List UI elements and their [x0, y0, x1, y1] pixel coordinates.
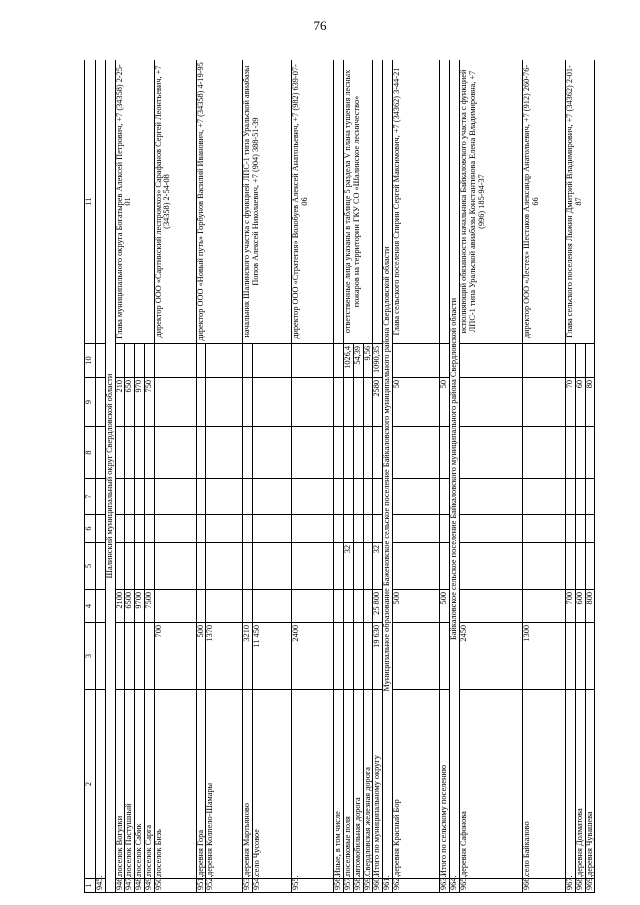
value-cell	[253, 378, 292, 427]
locality-cell: деревня Сафонова	[459, 690, 522, 879]
value-cell	[243, 543, 253, 590]
value-cell: 50	[440, 378, 450, 427]
value-cell: 2450	[459, 623, 522, 690]
table-row	[373, 60, 383, 893]
value-cell: 970	[135, 378, 145, 427]
value-cell	[334, 427, 344, 479]
value-cell	[253, 590, 292, 623]
value-cell: 19 630	[373, 623, 383, 690]
table-row	[440, 60, 450, 893]
locality-cell: деревня Чувашева	[585, 690, 595, 879]
value-cell	[196, 515, 206, 543]
value-cell	[154, 515, 196, 543]
value-cell	[144, 543, 154, 590]
locality-cell: деревня Гора	[196, 690, 206, 879]
value-cell	[440, 427, 450, 479]
locality-cell: деревня Долматова	[575, 690, 585, 879]
row-number-cell: 962.	[393, 879, 440, 893]
row-number-cell: 968.	[575, 879, 585, 893]
value-cell	[575, 515, 585, 543]
header-cell: 3	[85, 623, 96, 690]
value-cell	[154, 590, 196, 623]
row-number-cell: 961.	[383, 879, 393, 893]
value-cell	[334, 378, 344, 427]
value-cell	[363, 479, 373, 515]
value-cell: 1370	[206, 623, 243, 690]
value-cell	[154, 479, 196, 515]
value-cell	[440, 344, 450, 378]
value-cell	[292, 344, 334, 378]
contact-cell: директор ООО «Сартинский леспромхоз» Сарафанов Сергей Леонтьевич, +7 (34358) 2-54-08	[154, 60, 196, 344]
value-cell: 32	[344, 543, 354, 590]
table-row	[115, 60, 125, 893]
value-cell	[206, 427, 243, 479]
value-cell	[115, 344, 125, 378]
value-cell	[125, 623, 135, 690]
value-cell	[292, 479, 334, 515]
value-cell	[440, 479, 450, 515]
header-cell: 10	[85, 344, 96, 378]
value-cell: 1300	[522, 623, 565, 690]
value-cell	[565, 427, 575, 479]
locality-cell: поселок Вогулки	[115, 690, 125, 879]
table-body	[96, 60, 595, 893]
value-cell	[144, 479, 154, 515]
value-cell	[522, 515, 565, 543]
value-cell	[565, 515, 575, 543]
locality-cell: село Чусовое	[253, 690, 292, 879]
value-cell	[135, 479, 145, 515]
table-row	[196, 60, 206, 893]
value-cell	[196, 479, 206, 515]
value-cell	[206, 378, 243, 427]
value-cell: 600	[575, 590, 585, 623]
value-cell: 700	[154, 623, 196, 690]
header-cell: 6	[85, 515, 96, 543]
row-number-cell: 965.	[459, 879, 522, 893]
value-cell	[125, 344, 135, 378]
value-cell	[459, 427, 522, 479]
value-cell	[353, 378, 363, 427]
value-cell	[393, 623, 440, 690]
locality-cell	[565, 690, 575, 879]
row-number-cell: 963.	[440, 879, 450, 893]
row-number-cell: 955.	[292, 879, 334, 893]
value-cell	[522, 427, 565, 479]
row-number-cell: 951.	[196, 879, 206, 893]
value-cell	[96, 623, 106, 690]
value-cell	[334, 515, 344, 543]
value-cell	[115, 623, 125, 690]
value-cell: 750	[144, 378, 154, 427]
value-cell	[363, 427, 373, 479]
value-cell	[373, 479, 383, 515]
value-cell	[292, 378, 334, 427]
value-cell	[115, 427, 125, 479]
contact-cell: Глава сельского поселения Спирин Сергей Максимович, +7 (34362) 3-44-21	[393, 60, 440, 344]
page-number: 76	[313, 18, 327, 33]
value-cell	[96, 515, 106, 543]
header-cell: 4	[85, 590, 96, 623]
value-cell	[344, 479, 354, 515]
rotated-table-area	[84, 60, 607, 893]
value-cell: 3210	[243, 623, 253, 690]
value-cell	[585, 515, 595, 543]
value-cell	[144, 344, 154, 378]
table-row	[243, 60, 253, 893]
value-cell	[522, 378, 565, 427]
table-row	[292, 60, 334, 893]
contact-cell	[96, 60, 106, 344]
rotated-table-container	[84, 60, 607, 893]
locality-cell: поселок Сарга	[144, 690, 154, 879]
value-cell	[565, 344, 575, 378]
value-cell	[243, 515, 253, 543]
value-cell	[575, 344, 585, 378]
contact-cell: директор ООО «Лестех» Шестаков Александр Анатольевич, +7 (912) 260-76-66	[522, 60, 565, 344]
value-cell: 32	[373, 543, 383, 590]
row-number-cell: 957.	[344, 879, 354, 893]
value-cell: 60	[575, 378, 585, 427]
contact-cell: ответственные лица указаны в таблице 5 раздела V плана тушения лесных пожаров на территории ГКУ СО «Шалинское лесничество»	[344, 60, 373, 344]
locality-cell: деревня Мартьяново	[243, 690, 253, 879]
locality-cell: деревня Колпело-Шамары	[206, 690, 243, 879]
header-cell: 1	[85, 879, 96, 893]
locality-cell: поселок Пастушный	[125, 690, 135, 879]
value-cell	[115, 543, 125, 590]
value-cell	[575, 543, 585, 590]
row-number-cell: 966.	[522, 879, 565, 893]
value-cell	[344, 623, 354, 690]
value-cell	[206, 515, 243, 543]
value-cell	[253, 344, 292, 378]
header-row	[85, 60, 96, 893]
value-cell	[344, 427, 354, 479]
value-cell	[243, 479, 253, 515]
value-cell	[344, 590, 354, 623]
value-cell	[522, 479, 565, 515]
value-cell: 650	[125, 378, 135, 427]
value-cell	[334, 590, 344, 623]
value-cell	[585, 427, 595, 479]
value-cell	[96, 344, 106, 378]
section-row	[450, 60, 460, 893]
value-cell	[565, 479, 575, 515]
section-title: Байкаловское сельское поселение Байкаловского муниципального района Свердловской области	[450, 60, 460, 879]
locality-cell	[96, 690, 106, 879]
value-cell	[575, 623, 585, 690]
value-cell	[135, 543, 145, 590]
value-cell	[135, 515, 145, 543]
value-cell	[196, 543, 206, 590]
value-cell	[96, 479, 106, 515]
value-cell	[253, 515, 292, 543]
value-cell	[393, 344, 440, 378]
value-cell	[522, 344, 565, 378]
value-cell	[459, 479, 522, 515]
value-cell	[196, 590, 206, 623]
value-cell	[585, 479, 595, 515]
value-cell	[353, 515, 363, 543]
value-cell: 80	[585, 378, 595, 427]
value-cell	[522, 590, 565, 623]
value-cell	[253, 543, 292, 590]
section-title: Муниципальное образование Баженовское сельское поселение Байкаловского муниципального района Свердловской области	[383, 60, 393, 879]
locality-cell: Свердловская железная дорога	[363, 690, 373, 879]
value-cell	[292, 515, 334, 543]
row-number-cell: 948.	[135, 879, 145, 893]
locality-cell: Иные, в том числе	[334, 690, 344, 879]
value-cell	[363, 515, 373, 543]
value-cell	[353, 427, 363, 479]
header-cell: 11	[85, 60, 96, 344]
value-cell	[206, 543, 243, 590]
value-cell	[154, 344, 196, 378]
row-number-cell: 954.	[253, 879, 292, 893]
value-cell: 50	[393, 378, 440, 427]
value-cell	[459, 515, 522, 543]
value-cell: 54,39	[353, 344, 363, 378]
value-cell: 11 450	[253, 623, 292, 690]
value-cell: 7500	[144, 590, 154, 623]
value-cell	[144, 427, 154, 479]
value-cell	[96, 543, 106, 590]
locality-cell: поселковые поля	[344, 690, 354, 879]
value-cell	[393, 427, 440, 479]
row-number-cell: 950.	[154, 879, 196, 893]
value-cell	[292, 543, 334, 590]
row-number-cell: 945.	[96, 879, 106, 893]
value-cell	[334, 623, 344, 690]
value-cell	[440, 543, 450, 590]
value-cell	[243, 344, 253, 378]
value-cell: 25 800	[373, 590, 383, 623]
value-cell	[206, 479, 243, 515]
value-cell	[440, 515, 450, 543]
locality-cell	[292, 690, 334, 879]
value-cell: 700	[565, 590, 575, 623]
value-cell	[243, 590, 253, 623]
locality-cell: Итого по сельскому поселению	[440, 690, 450, 879]
value-cell	[334, 479, 344, 515]
table-row	[154, 60, 196, 893]
value-cell	[135, 344, 145, 378]
value-cell	[243, 378, 253, 427]
header-cell: 5	[85, 543, 96, 590]
table-row	[459, 60, 522, 893]
value-cell	[144, 623, 154, 690]
row-number-cell: 964.	[450, 879, 460, 893]
value-cell: 800	[585, 590, 595, 623]
value-cell	[125, 427, 135, 479]
value-cell	[459, 344, 522, 378]
value-cell	[459, 590, 522, 623]
value-cell	[125, 515, 135, 543]
row-number-cell: 956.	[334, 879, 344, 893]
header-cell: 2	[85, 690, 96, 879]
locality-cell: село Байкалово	[522, 690, 565, 879]
row-number-cell: 967.	[565, 879, 575, 893]
value-cell	[353, 543, 363, 590]
value-cell	[459, 378, 522, 427]
value-cell	[135, 427, 145, 479]
value-cell	[373, 515, 383, 543]
value-cell	[144, 515, 154, 543]
value-cell: 500	[440, 590, 450, 623]
contact-cell	[373, 60, 383, 344]
value-cell	[585, 344, 595, 378]
locality-cell: поселок Сабик	[135, 690, 145, 879]
value-cell: 70	[565, 378, 575, 427]
value-cell	[196, 378, 206, 427]
row-number-cell: 958.	[353, 879, 363, 893]
value-cell	[96, 590, 106, 623]
value-cell	[253, 427, 292, 479]
value-cell	[154, 543, 196, 590]
value-cell: 500	[393, 590, 440, 623]
value-cell	[373, 427, 383, 479]
value-cell: 2400	[292, 623, 334, 690]
value-cell	[393, 515, 440, 543]
value-cell	[115, 515, 125, 543]
contact-cell: начальник Шалинского участка с функцией ЛПС-1 типа Уральской авиабазы Попов Алексей Николаевич, +7 (904) 388-51-39	[243, 60, 292, 344]
header-cell: 7	[85, 479, 96, 515]
value-cell: 1090,35	[373, 344, 383, 378]
table-row	[393, 60, 440, 893]
section-title: Шалинский муниципальный округ Свердловской области	[105, 60, 115, 893]
value-cell	[575, 479, 585, 515]
value-cell	[196, 427, 206, 479]
value-cell	[154, 378, 196, 427]
table-row	[96, 60, 106, 893]
contact-cell	[440, 60, 450, 344]
value-cell	[292, 590, 334, 623]
value-cell	[292, 427, 334, 479]
locality-cell: поселок Бизь	[154, 690, 196, 879]
value-cell	[115, 479, 125, 515]
table-row	[522, 60, 565, 893]
value-cell	[344, 515, 354, 543]
value-cell	[565, 543, 575, 590]
value-cell: 6500	[125, 590, 135, 623]
value-cell	[96, 427, 106, 479]
value-cell: 2580	[373, 378, 383, 427]
value-cell	[575, 427, 585, 479]
locality-cell: Итого по муниципальному округу	[373, 690, 383, 879]
value-cell	[393, 543, 440, 590]
value-cell	[585, 543, 595, 590]
value-cell: 500	[196, 623, 206, 690]
value-cell: 9,56	[363, 344, 373, 378]
row-number-cell: 946.	[115, 879, 125, 893]
value-cell	[522, 543, 565, 590]
row-number-cell: 953.	[243, 879, 253, 893]
value-cell	[243, 427, 253, 479]
value-cell	[135, 623, 145, 690]
value-cell	[393, 479, 440, 515]
value-cell: 9700	[135, 590, 145, 623]
row-number-cell: 969.	[585, 879, 595, 893]
value-cell	[353, 590, 363, 623]
contact-cell: директор ООО «Стратегия» Волобуев Алексей Анатольевич, +7 (982) 639-07-06	[292, 60, 334, 344]
value-cell	[459, 543, 522, 590]
row-number-cell: 959.	[363, 879, 373, 893]
row-number-cell: 960.	[373, 879, 383, 893]
value-cell	[96, 378, 106, 427]
locality-cell: деревня Красный Бор	[393, 690, 440, 879]
table-row	[344, 60, 354, 893]
header-cell: 8	[85, 427, 96, 479]
value-cell	[125, 479, 135, 515]
value-cell	[206, 344, 243, 378]
value-cell	[125, 543, 135, 590]
value-cell	[585, 623, 595, 690]
value-cell	[253, 479, 292, 515]
contact-cell: Глава муниципального округа Богатырев Алексей Петрович, +7 (34358) 2-25-01	[115, 60, 154, 344]
value-cell	[196, 344, 206, 378]
row-number-cell: 952.	[206, 879, 243, 893]
row-number-cell: 947.	[125, 879, 135, 893]
contact-cell: Глава сельского поселения Лыжин Дмитрий Владимирович, +7 (34362) 2-01-87	[565, 60, 594, 344]
value-cell	[353, 623, 363, 690]
table-row	[565, 60, 575, 893]
value-cell	[353, 479, 363, 515]
value-cell	[344, 378, 354, 427]
contact-cell: директор ООО «Новый путь» Горбунов Василий Иванович, +7 (34358) 4-19-95	[196, 60, 243, 344]
contact-cell: исполняющий обязанности начальника Байкаловского участка с функцией ЛПС-1 типа Уральской авиабазы Константинова Елена Владимировна, +7 (996) 185-94-37	[459, 60, 522, 344]
data-table	[84, 60, 595, 893]
header-cell: 9	[85, 378, 96, 427]
value-cell	[154, 427, 196, 479]
value-cell	[206, 590, 243, 623]
locality-cell: автомобильная дорога	[353, 690, 363, 879]
section-row	[105, 60, 115, 893]
value-cell: 1026,4	[344, 344, 354, 378]
value-cell	[440, 623, 450, 690]
value-cell	[565, 623, 575, 690]
row-number-cell: 949.	[144, 879, 154, 893]
value-cell: 2100	[115, 590, 125, 623]
value-cell: 210	[115, 378, 125, 427]
